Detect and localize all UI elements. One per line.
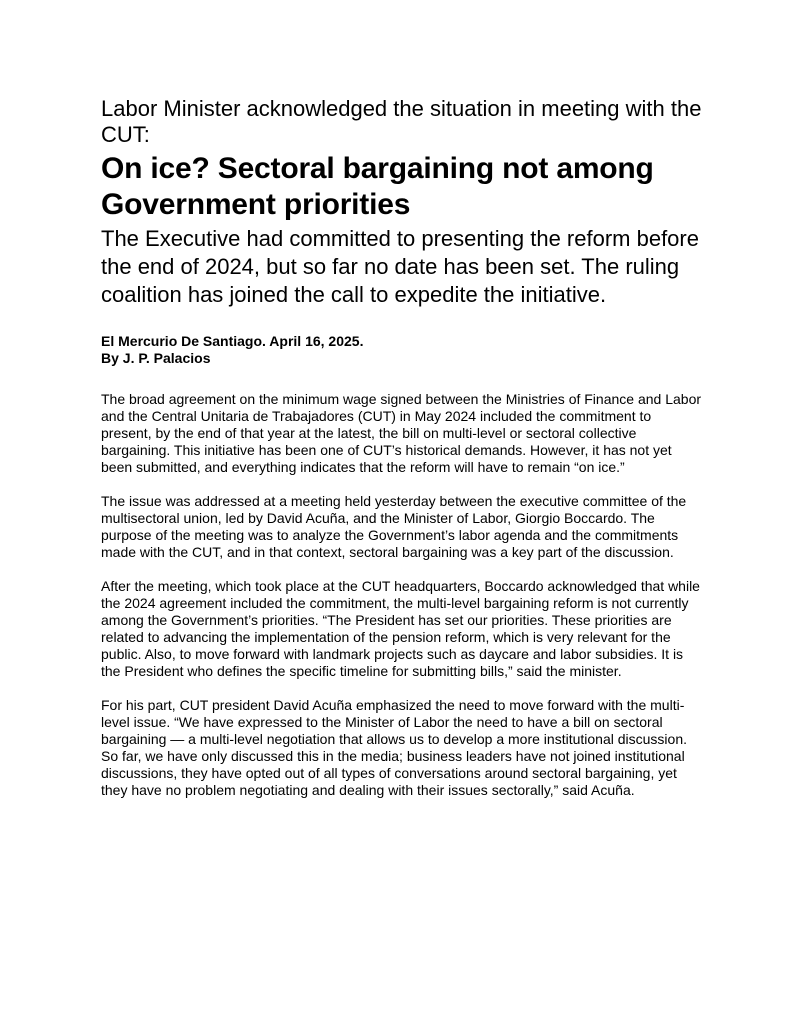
article-headline: On ice? Sectoral bargaining not among Government priorities: [101, 152, 654, 221]
body-paragraph: For his part, CUT president David Acuña emphasized the need to move forward with the multi-level issue. “We have expressed to the Minister of Labor the need to have a bill on sectoral bargaining — a multi-level negotiation that allows us to develop a more institutional discussion. So far, we have only discussed this in the media; business leaders have not joined institutional discussions, they have opted out of all types of conversations around sectoral bargaining, yet they have no problem negotiating and dealing with their issues sectorally,” said Acuña.: [101, 697, 687, 798]
article-deck: The Executive had committed to presenting the reform before the end of 2024, but so far no date has been set. The ruling coalition has joined the call to expedite the initiative.: [101, 226, 699, 307]
body-paragraph: After the meeting, which took place at the CUT headquarters, Boccardo acknowledged that while the 2024 agreement included the commitment, the multi-level bargaining reform is not currently among the Government’s priorities. “The President has set our priorities. These priorities are related to advancing the implementation of the pension reform, which is very relevant for the public. Also, to move forward with landmark projects such as daycare and labor subsidies. It is the President who defines the specific timeline for submitting bills,” said the minister.: [101, 578, 700, 679]
article: [101, 96, 711, 816]
byline: [101, 333, 711, 367]
article-body: [101, 391, 711, 799]
body-paragraph: The broad agreement on the minimum wage signed between the Ministries of Finance and Labor and the Central Unitaria de Trabajadores (CUT) in May 2024 included the commitment to present, by the end of that year at the latest, the bill on multi-level or sectoral collective bargaining. This initiative has been one of CUT’s historical demands. However, it has not yet been submitted, and everything indicates that the reform will have to remain “on ice.”: [101, 391, 702, 475]
author-line: By J. P. Palacios: [101, 350, 211, 366]
body-paragraph: The issue was addressed at a meeting held yesterday between the executive committee of the multisectoral union, led by David Acuña, and the Minister of Labor, Giorgio Boccardo. The purpose of the meeting was to analyze the Government’s labor agenda and the commitments made with the CUT, and in that context, sectoral bargaining was a key part of the discussion.: [101, 493, 687, 560]
source-line: El Mercurio De Santiago. April 16, 2025.: [101, 333, 364, 349]
article-kicker: Labor Minister acknowledged the situation in meeting with the CUT:: [101, 96, 702, 147]
